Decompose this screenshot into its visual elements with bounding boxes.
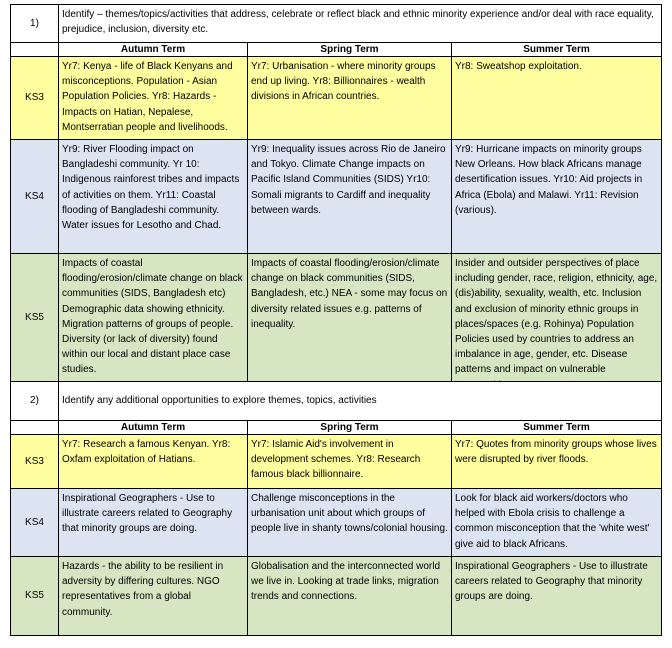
section-prompt: Identify – themes/topics/activities that address, celebrate or reflect black and ethnic minority experience and/or deal with race equality, prejudice, inclusion, diversity etc.	[58, 5, 662, 43]
summer-term-header: Summer Term	[451, 43, 662, 57]
autumn-cell: Hazards - the ability to be resilient in adversity by differing cultures. NGO representatives from a global community.	[58, 557, 247, 636]
spring-cell: Yr9: Inequality issues across Rio de Janeiro and Tokyo. Climate Change impacts on Pacific Island Communities (SIDS) Yr10: Somali migrants to Cardiff and inequality between wards.	[247, 140, 451, 254]
summer-cell: Yr7: Quotes from minority groups whose lives were disrupted by river floods.	[451, 435, 662, 489]
autumn-term-header: Autumn Term	[58, 43, 247, 57]
summer-cell: Inspirational Geographers - Use to illustrate careers related to Geography that minority groups are doing.	[451, 557, 662, 636]
key-stage-label: KS4	[10, 140, 58, 254]
autumn-cell: Impacts of coastal flooding/erosion/climate change on black communities (SIDS, Bangladesh etc) Demographic data showing ethnicity. Migration patterns of groups of people. Diversity (or lack of diversity) found within our local and distant place case studies.	[58, 254, 247, 382]
spring-cell: Yr7: Islamic Aid's involvement in development schemes. Yr8: Research famous black billionnaire.	[247, 435, 451, 489]
summer-cell: Yr9: Hurricane impacts on minority groups New Orleans. How black Africans manage desertification issues. Yr10: Aid projects in Africa (Ebola) and Malawi. Yr11: Revision (various).	[451, 140, 662, 254]
summer-cell: Look for black aid workers/doctors who helped with Ebola crisis to challenge a common misconception that the 'white west' give aid to black Africans.	[451, 489, 662, 557]
autumn-cell: Yr7: Kenya - life of Black Kenyans and misconceptions. Population - Asian Population Policies. Yr8: Hazards - Impacts on Hatian, Nepalese, Montserratian people and livelihoods.	[58, 57, 247, 140]
key-stage-label: KS5	[10, 557, 58, 636]
table-row	[10, 557, 662, 636]
term-header-row	[10, 421, 662, 435]
autumn-cell: Inspirational Geographers - Use to illustrate careers related to Geography that minority groups are doing.	[58, 489, 247, 557]
summer-cell: Insider and outsider perspectives of place including gender, race, religion, ethnicity, age, (dis)ability, sexuality, wealth, etc. Inclusion and exclusion of minority ethnic groups in places/spaces (e.g. Rohinya) Population Policies used by countries to address an imbalance in age, gender, etc. Disease patterns and impact on vulnerable	[451, 254, 662, 382]
key-stage-label: KS5	[10, 254, 58, 382]
term-header-row	[10, 43, 662, 57]
spring-cell: Globalisation and the interconnected world we live in. Looking at trade links, migration trends and connections.	[247, 557, 451, 636]
spring-term-header: Spring Term	[247, 421, 451, 435]
table-row	[10, 435, 662, 489]
stage-header	[10, 421, 58, 435]
autumn-term-header: Autumn Term	[58, 421, 247, 435]
summer-term-header: Summer Term	[451, 421, 662, 435]
table-row	[10, 57, 662, 140]
spring-cell: Challenge misconceptions in the urbanisation unit about which groups of people live in shanty towns/colonial housing.	[247, 489, 451, 557]
section-1-prompt-row	[10, 4, 662, 43]
section-2-prompt-row	[10, 382, 662, 421]
section-number: 2)	[10, 382, 58, 421]
section-number: 1)	[10, 5, 58, 43]
spring-cell: Yr7: Urbanisation - where minority groups end up living. Yr8: Billionnaires - wealth divisions in African countries.	[247, 57, 451, 140]
key-stage-label: KS3	[10, 57, 58, 140]
table-row	[10, 140, 662, 254]
autumn-cell: Yr9: River Flooding impact on Bangladeshi community. Yr 10: Indigenous rainforest tribes and impacts of activities on them. Yr11: Coastal flooding of Bangladeshi community. Water issues for Lesotho and Chad.	[58, 140, 247, 254]
spring-term-header: Spring Term	[247, 43, 451, 57]
section-prompt: Identify any additional opportunities to explore themes, topics, activities	[58, 382, 662, 421]
table-row	[10, 489, 662, 557]
key-stage-label: KS3	[10, 435, 58, 489]
table-row	[10, 254, 662, 382]
summer-cell: Yr8: Sweatshop exploitation.	[451, 57, 662, 140]
key-stage-label: KS4	[10, 489, 58, 557]
stage-header	[10, 43, 58, 57]
spring-cell: Impacts of coastal flooding/erosion/climate change on black communities (SIDS, Bangladesh, etc.) NEA - some may focus on diversity related issues e.g. patterns of inequality.	[247, 254, 451, 382]
autumn-cell: Yr7: Research a famous Kenyan. Yr8: Oxfam exploitation of Hatians.	[58, 435, 247, 489]
